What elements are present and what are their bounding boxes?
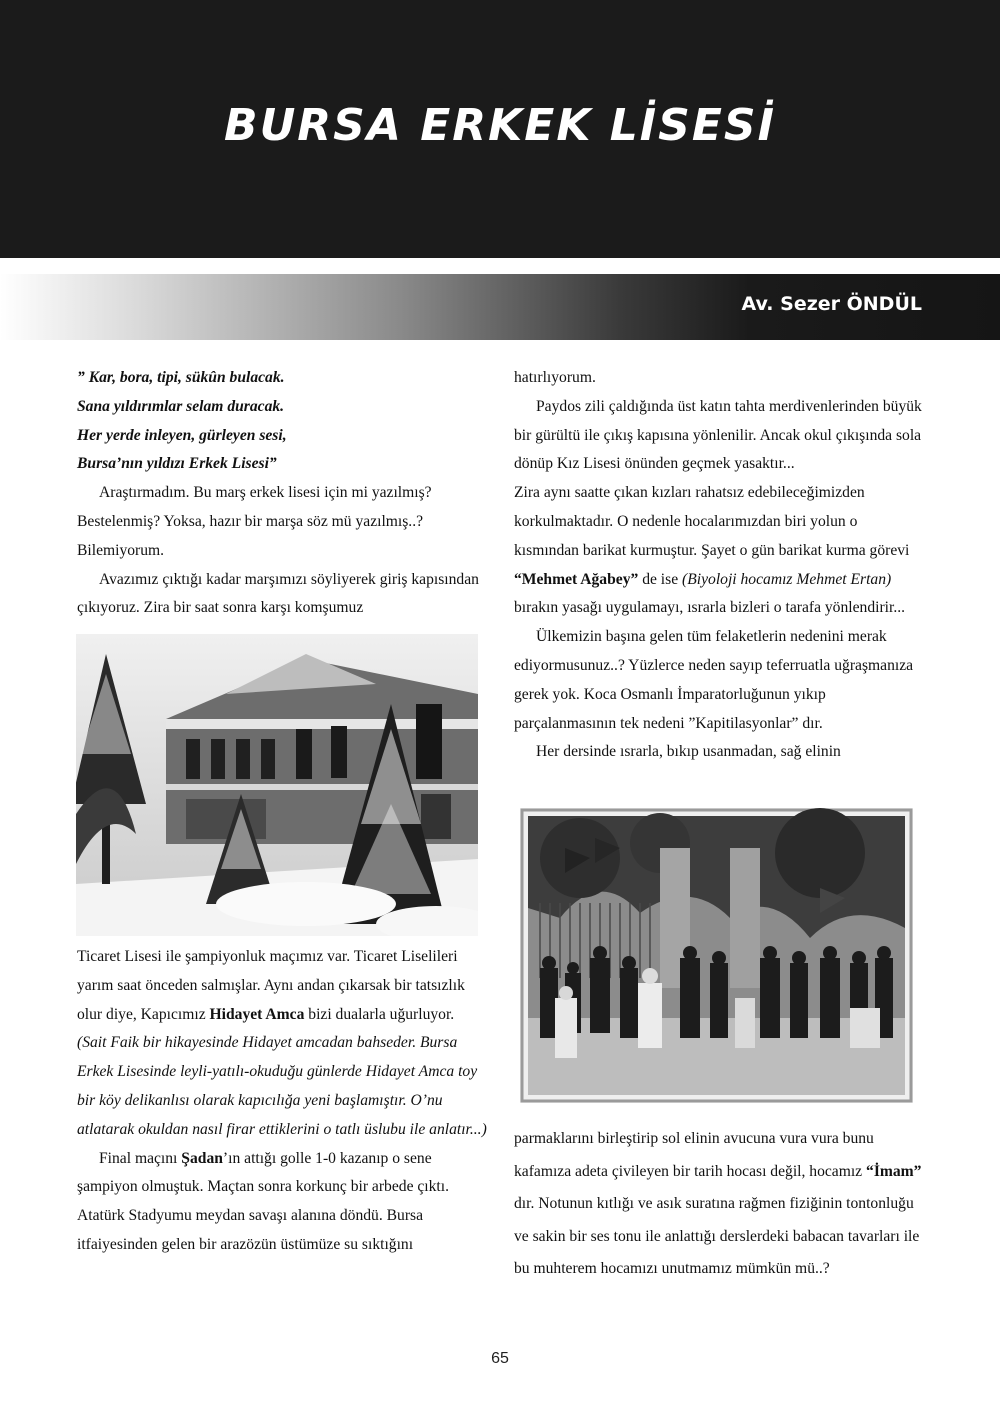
author-name: Av. Sezer ÖNDÜL (741, 293, 922, 315)
historical-group-photo (520, 808, 913, 1103)
text-run: bırakın yasağı uygulamayı, ısrarla bizleri o tarafa yönlendirir... (514, 599, 906, 617)
right-column-top (514, 364, 926, 767)
school-building-image (76, 634, 478, 936)
paragraph (77, 943, 487, 1145)
italic-note: (Biyoloji hocamız Mehmet Ertan) (682, 570, 892, 588)
italic-note: (Sait Faik bir hikayesinde Hidayet amcadan bahseder. Bursa Erkek Lisesinde leyli-yatılı-okuduğu günlerde Hidayet Amca toy bir köy delikanlısı olarak kapıcılığa yeni başlamıştır. O’nu atlatarak okuldan nasıl firar ettiklerini o tatlı üslubu ile anlatır...) (77, 1034, 487, 1138)
historical-group-image (520, 808, 913, 1103)
paragraph: hatırlıyorum. (514, 369, 596, 386)
poem-line: Bursa’nın yıldızı Erkek Lisesi” (77, 455, 277, 473)
text-run: Final maçını (99, 1149, 182, 1167)
article-title: BURSA ERKEK LİSESİ (224, 100, 776, 151)
text-run: ’ın attığı golle 1-0 kazanıp o sene şampiyon olmuştuk. Maçtan sonra korkunç bir arbede çıktı. Atatürk Stadyumu meydan savaşı alanına döndü. Bursa itfaiyesinden gelen bir arazözün üstümüze su sıktığını (77, 1149, 449, 1253)
text-run: Zira aynı saatte çıkan kızları rahatsız edebileceğimizden korkulmaktadır. O nedenle hocalarımızdan biri yolun o kısmından barikat kurmuştur. Şayet o gün barikat kurma görevi (514, 484, 910, 559)
text-run: bizi dualarla uğurluyor. (304, 1005, 455, 1023)
paragraph: Ülkemizin başına gelen tüm felaketlerin nedenini merak ediyormusunuz..? Yüzlerce neden sayıp teferruatla uğraşmanıza gerek yok. Koca Osmanlı İmparatorluğunun yıkıp parçalanmasının tek nedeni ”Kapitilasyonlar” dır. (514, 628, 914, 732)
bold-name: “İmam” (866, 1162, 922, 1180)
poem-line: ” Kar, bora, tipi, sükûn bulacak. (77, 369, 285, 386)
left-column-top (77, 364, 487, 623)
bold-name: “Mehmet Ağabey” (514, 570, 639, 588)
text-run: dır. Notunun kıtlığı ve asık suratına rağmen fiziğinin tontonluğu ve sakin bir ses tonu ile anlattığı derslerdeki babacan tavarları ile bu muhterem hocamızı unutmamız mümkün mü..? (514, 1195, 920, 1277)
paragraph: Paydos zili çaldığında üst katın tahta merdivenlerinden büyük bir gürültü ile çıkış kapısına yönlenilir. Ancak okul çıkışında sola dönüp Kız Lisesi önünden geçmek yasaktır... (514, 397, 922, 473)
text-run: Ticaret Lisesi ile şampiyonluk maçımız var. Ticaret Liselileri yarım saat önceden salmışlar. Aynı andan çıkarsak bir tatsızlık olur diye, Kapıcımız (77, 948, 465, 1023)
paragraph: Araştırmadım. Bu marş erkek lisesi için mi yazılmış? Bestelenmiş? Yoksa, hazır bir marşa söz mü yazılmış..? Bilemiyorum. (77, 484, 432, 559)
paragraph (514, 1123, 926, 1286)
paragraph (77, 1145, 487, 1260)
paragraph (514, 479, 926, 623)
right-column-bottom (514, 1123, 926, 1286)
school-building-photo (76, 634, 478, 936)
left-column-bottom (77, 943, 487, 1260)
bold-name: Şadan (181, 1149, 223, 1167)
paragraph: Avazımız çıktığı kadar marşımızı söyliyerek giriş kapısından çıkıyoruz. Zira bir saat sonra karşı komşumuz (77, 570, 479, 617)
text-run: parmaklarını birleştirip sol elinin avucuna vura vura bunu kafamıza adeta çivileyen bir tarih hocası değil, hocamız (514, 1130, 874, 1180)
text-run: de ise (638, 570, 683, 588)
poem-line: Her yerde inleyen, gürleyen sesi, (77, 426, 287, 444)
poem-line: Sana yıldırımlar selam duracak. (77, 397, 285, 415)
bold-name: Hidayet Amca (209, 1005, 305, 1023)
page-number: 65 (491, 1350, 509, 1367)
paragraph: Her dersinde ısrarla, bıkıp usanmadan, sağ elinin (536, 743, 841, 761)
